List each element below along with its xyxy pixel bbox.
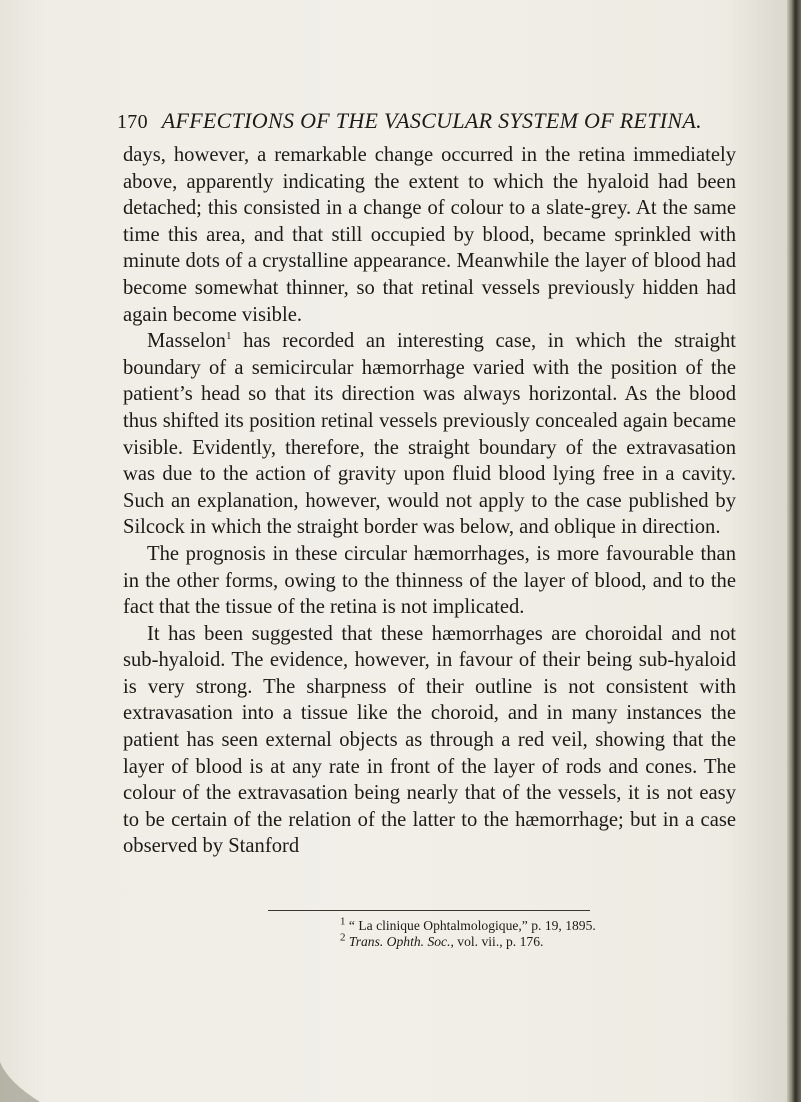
footnote-text: , vol. vii., p. 176.	[450, 934, 544, 949]
footnote-text: “ La clinique Ophtalmologique,” p. 19, 1895.	[348, 918, 596, 933]
page-number: 170	[117, 111, 148, 133]
journal-title: Trans. Ophth. Soc.	[348, 934, 451, 949]
paragraph-continued: days, however, a remarkable change occurred in the retina immediately above, apparently indicating the extent to which the hyaloid had been detached; this consisted in a change of colour to a slate-grey. At the same time this area, and that still occupied by blood, became sprinkled with minute dots of a crystalline appearance. Meanwhile the layer of blood had become somewhat thinner, so that retinal vessels previously hidden had again become visible.	[123, 144, 736, 326]
body-text	[123, 142, 736, 860]
paragraph-choroidal: It has been suggested that these hæmorrhages are choroidal and not sub-hyaloid. The evidence, however, in favour of their being sub-hyaloid is very strong. The sharpness of their outline is not consistent with extravasation into a tissue like the choroid, and in many instances the patient has seen external objects as through a red veil, showing that the layer of blood is at any rate in front of the layer of rods and cones. The colour of the extravasation being nearly that of the vessels, it is not easy to be certain of the relation of the latter to the hæmorrhage; but in a case observed by Stanford	[123, 622, 736, 858]
footnote-rule	[268, 910, 590, 911]
paragraph-text: in which the straight border was below, and oblique in direction.	[184, 516, 721, 539]
footnote-2	[340, 933, 760, 950]
paragraph-text: has recorded an interesting case, in which the straight boundary of a semicircular hæmorrhage varied with the position of the patient’s head so that its direction was always horizontal. As the blood thus shifted its position retinal vessels previously concealed again became visible. Evidently, therefore, the straight boundary of the extravasation was due to the action of gravity upon fluid blood lying free in a cavity. Such an explanation, however, would not apply to the case published by Silcock	[123, 330, 736, 539]
paragraph-masselon	[123, 328, 736, 541]
footnote-mark: 2	[340, 931, 346, 944]
footnote-mark: 1	[340, 915, 346, 928]
footnote-mark: 1	[225, 330, 232, 343]
author-name: Masselon	[147, 330, 226, 353]
page-corner-shadow	[0, 1042, 60, 1102]
paragraph-prognosis: The prognosis in these circular hæmorrhages, is more favourable than in the other forms, owing to the thinness of the layer of blood, and to the fact that the tissue of the retina is not implicated.	[123, 542, 736, 619]
running-header	[117, 108, 717, 142]
footnote-1	[340, 917, 760, 934]
running-title: AFFECTIONS OF THE VASCULAR SYSTEM OF RETINA.	[161, 108, 702, 133]
page-edge-shadow	[787, 0, 801, 1102]
